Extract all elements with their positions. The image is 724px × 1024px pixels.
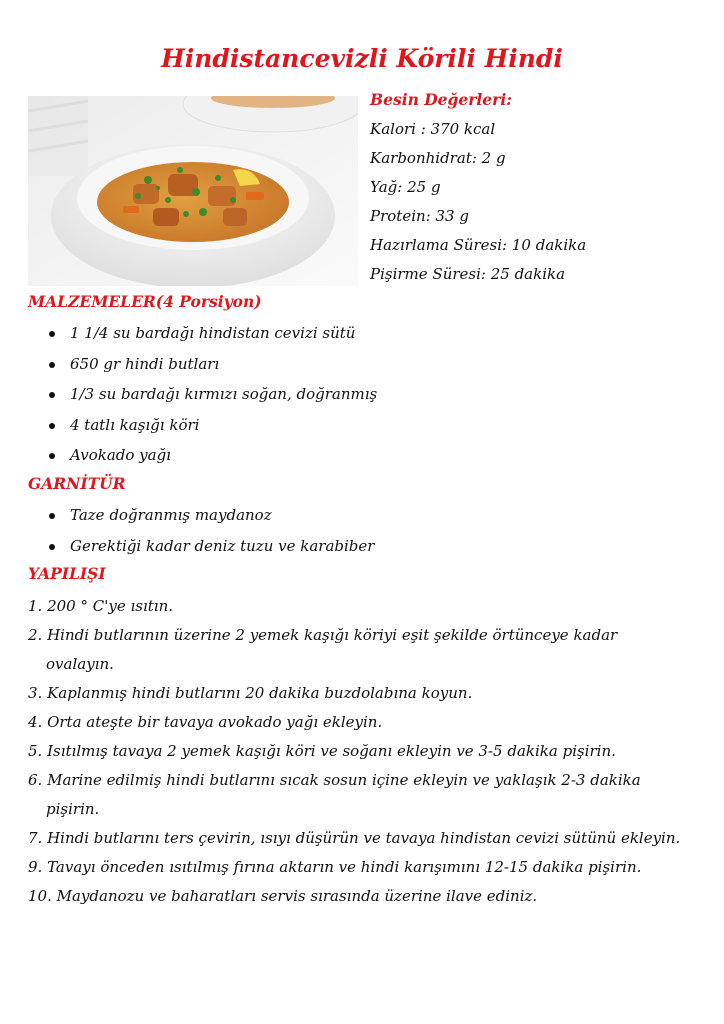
nutrition-carbs: Karbonhidrat: 2 g	[370, 149, 506, 167]
list-item: 1. 200 ° C'ye ısıtın.	[28, 597, 174, 615]
list-item: 6. Marine edilmiş hindi butlarını sıcak sosun içine ekleyin ve yaklaşık 2-3 dakika pişirin.	[28, 771, 641, 818]
steps-list	[28, 592, 688, 911]
nutrition-panel	[370, 88, 586, 291]
garnish-heading: GARNİTÜR	[28, 474, 126, 493]
ingredients-list	[46, 322, 377, 475]
ingredients-heading: MALZEMELER(4 Porsiyon)	[28, 292, 262, 311]
nutrition-protein: Protein: 33 g	[370, 207, 469, 225]
nutrition-prep-time: Hazırlama Süresi: 10 dakika	[370, 236, 587, 254]
curry-bowl-image	[28, 96, 358, 286]
list-item: 7. Hindi butlarını ters çevirin, ısıyı düşürün ve tavaya hindistan cevizi sütünü ekleyin.	[28, 829, 681, 847]
nutrition-cook-time: Pişirme Süresi: 25 dakika	[370, 265, 566, 283]
dish-photo	[28, 96, 358, 286]
steps-heading: YAPILIŞI	[28, 564, 106, 583]
list-item: Avokado yağı	[46, 444, 377, 475]
nutrition-fat: Yağ: 25 g	[370, 178, 441, 196]
list-item: 4. Orta ateşte bir tavaya avokado yağı ekleyin.	[28, 713, 383, 731]
list-item: 10. Maydanozu ve baharatları servis sırasında üzerine ilave ediniz.	[28, 887, 538, 905]
nutrition-heading: Besin Değerleri:	[370, 90, 512, 109]
garnish-list	[46, 504, 374, 565]
list-item: 3. Kaplanmış hindi butlarını 20 dakika buzdolabına koyun.	[28, 684, 473, 702]
list-item: 4 tatlı kaşığı köri	[46, 414, 377, 445]
list-item: 5. Isıtılmış tavaya 2 yemek kaşığı köri ve soğanı ekleyin ve 3-5 dakika pişirin.	[28, 742, 616, 760]
list-item: 2. Hindi butlarının üzerine 2 yemek kaşığı köriyi eşit şekilde örtünceye kadar ovalayın.	[28, 626, 618, 673]
nutrition-calories: Kalori : 370 kcal	[370, 120, 496, 138]
list-item: Taze doğranmış maydanoz	[46, 504, 374, 535]
list-item: 1/3 su bardağı kırmızı soğan, doğranmış	[46, 383, 377, 414]
list-item: 1 1/4 su bardağı hindistan cevizi sütü	[46, 322, 377, 353]
list-item: 650 gr hindi butları	[46, 353, 377, 384]
list-item: 9. Tavayı önceden ısıtılmış fırına aktarın ve hindi karışımını 12-15 dakika pişirin.	[28, 858, 642, 876]
recipe-title: Hindistancevizli Körili Hindi	[161, 44, 563, 73]
list-item: Gerektiği kadar deniz tuzu ve karabiber	[46, 535, 374, 566]
